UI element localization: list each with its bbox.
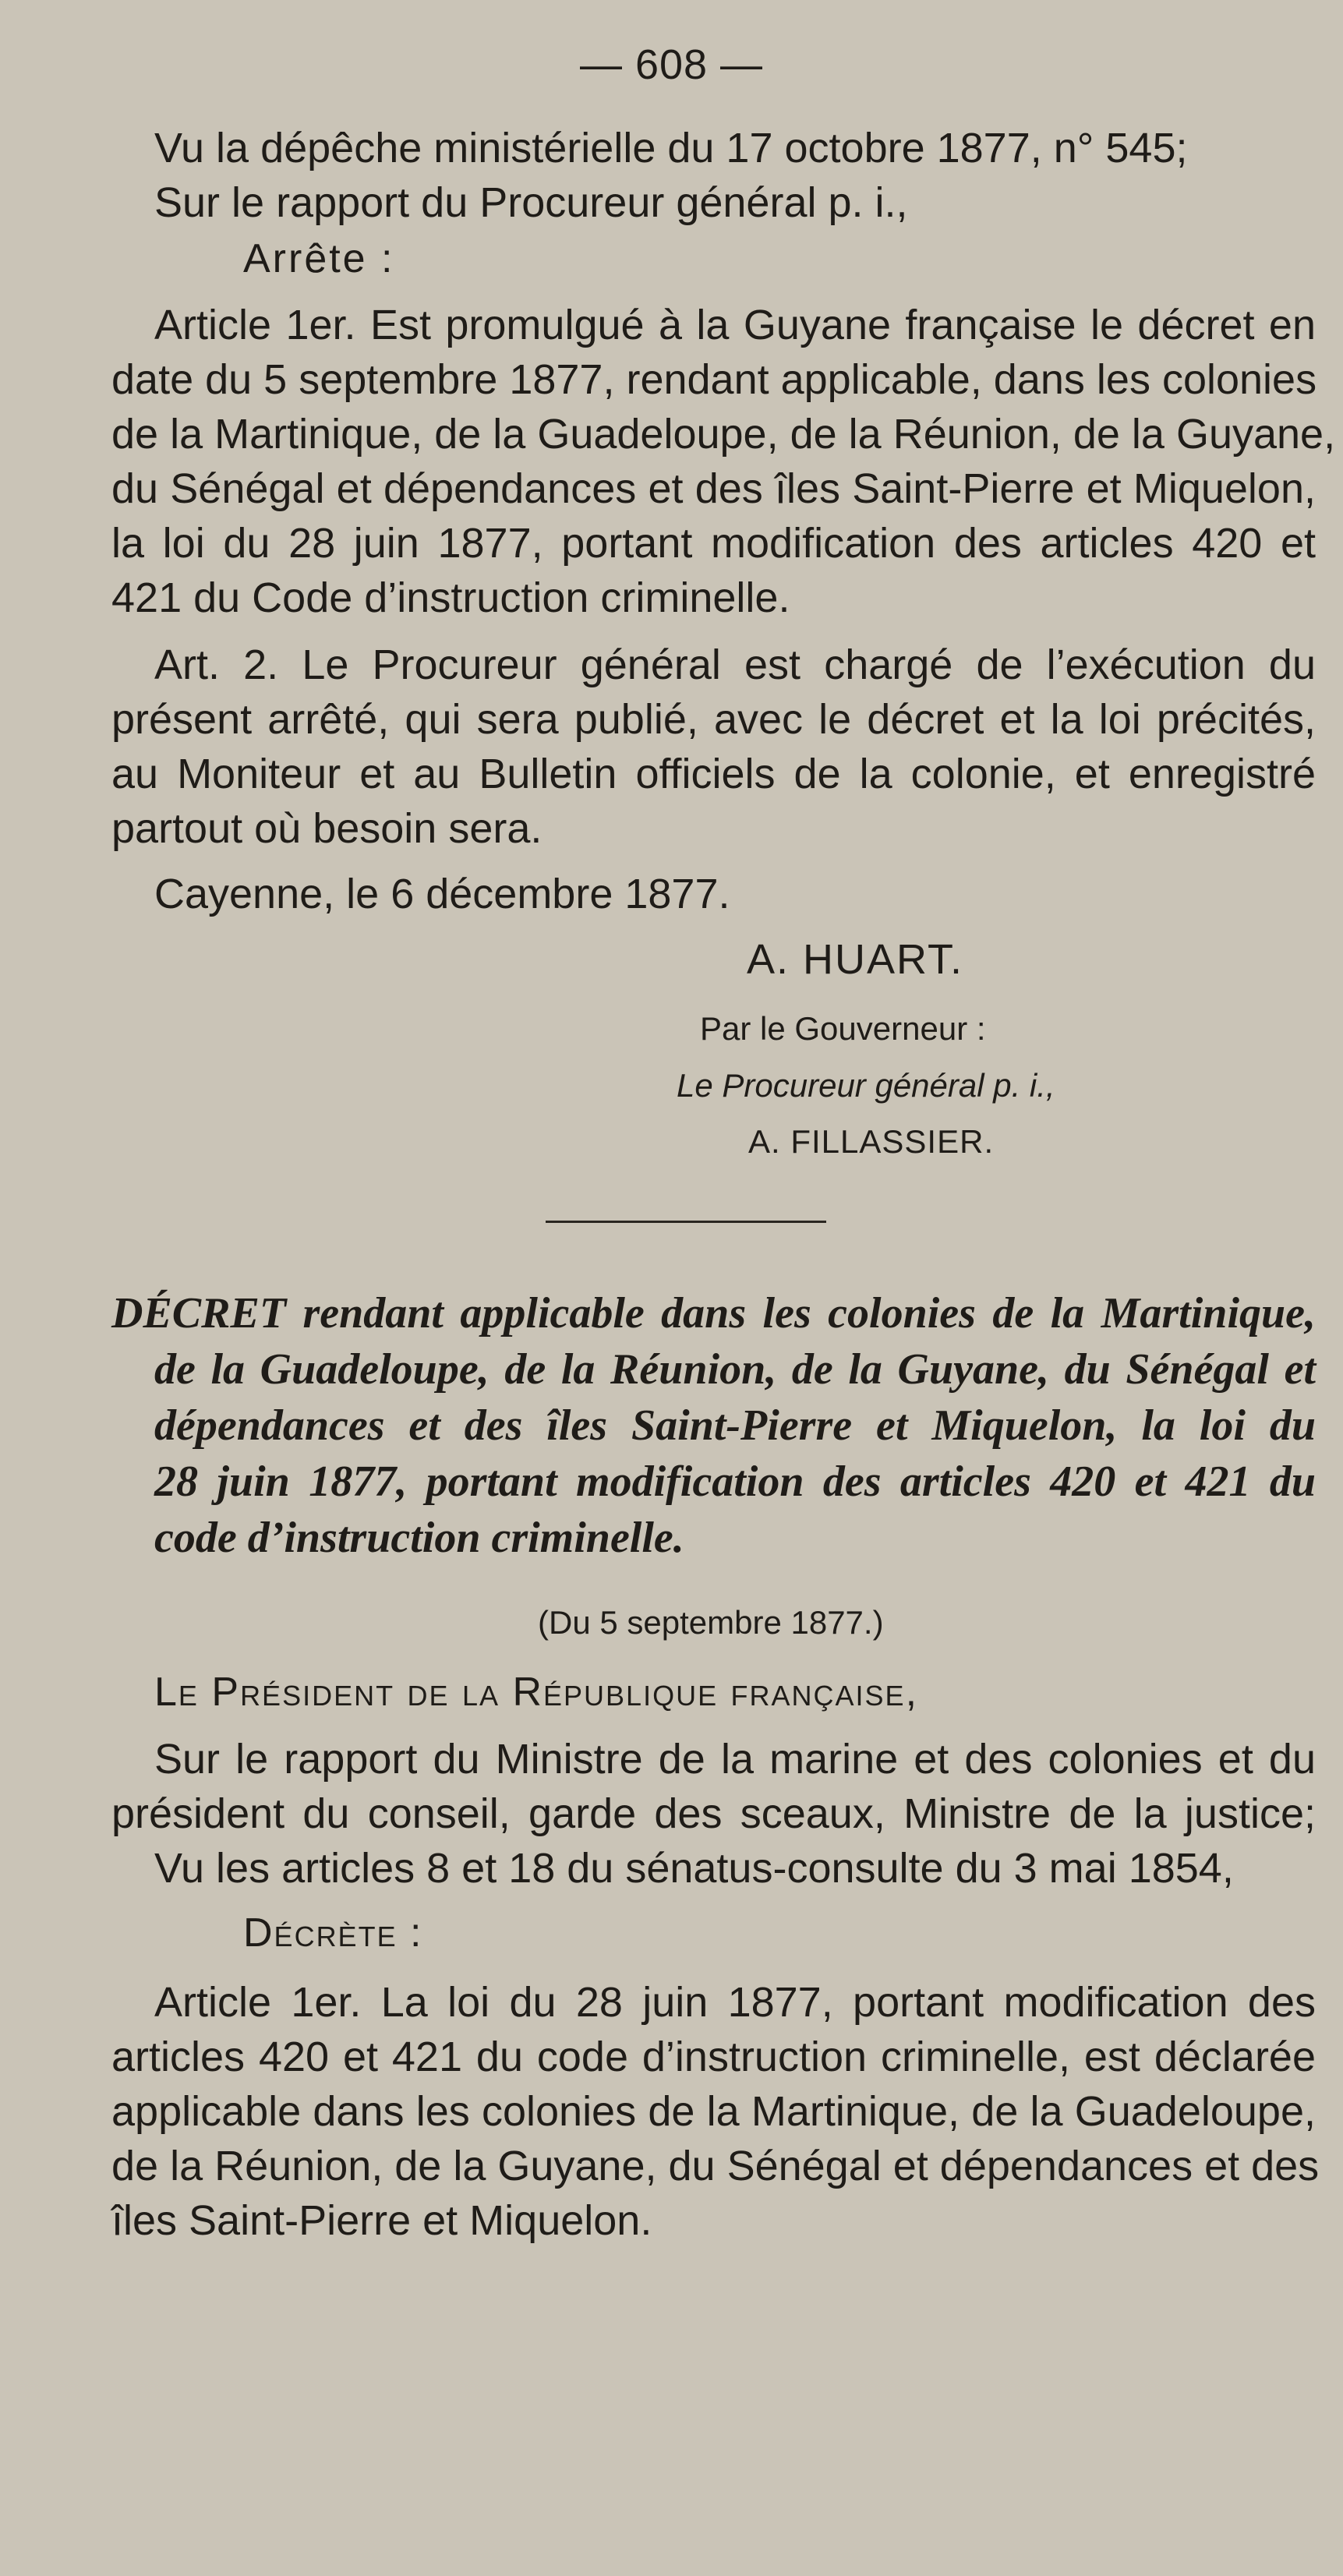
section-divider (546, 1221, 826, 1223)
date-place: Cayenne, le 6 décembre 1877. (154, 871, 730, 917)
article-1-line: la loi du 28 juin 1877, portant modification des articles 420 et (111, 520, 1316, 567)
article-1-line: 421 du Code d’instruction criminelle. (111, 574, 790, 621)
president-line: président du conseil, garde des sceaux, Ministre de la justice; (111, 1790, 1316, 1837)
decret-title-line: de la Guadeloupe, de la Réunion, de la Guyane, du Sénégal et (154, 1345, 1316, 1394)
arrete-heading: Arrête : (243, 236, 395, 281)
decret-article-1-line: articles 420 et 421 du code d’instruction criminelle, est déclarée (111, 2034, 1316, 2080)
president-heading: Le Président de la République française, (154, 1670, 919, 1715)
procureur-name: A. FILLASSIER. (748, 1123, 995, 1160)
decret-title-line: code d’instruction criminelle. (154, 1514, 684, 1562)
preamble-line-1: Vu la dépêche ministérielle du 17 octobre 1877, n° 545; (154, 125, 1188, 171)
article-1-line: Article 1er. Est promulgué à la Guyane française le décret en (154, 302, 1316, 348)
president-line: Vu les articles 8 et 18 du sénatus-consulte du 3 mai 1854, (154, 1845, 1234, 1892)
decret-article-1-line: de la Réunion, de la Guyane, du Sénégal et dépendances et des (111, 2143, 1320, 2189)
signatory: A. HUART. (747, 936, 964, 983)
article-1-line: date du 5 septembre 1877, rendant applicable, dans les colonies (111, 356, 1317, 403)
article-1-line: de la Martinique, de la Guadeloupe, de la Réunion, de la Guyane, (111, 411, 1336, 458)
decret-article-1-line: Article 1er. La loi du 28 juin 1877, portant modification des (154, 1979, 1316, 2026)
president-line: Sur le rapport du Ministre de la marine et des colonies et du (154, 1736, 1316, 1783)
decret-date: (Du 5 septembre 1877.) (538, 1604, 884, 1641)
preamble-line-2: Sur le rapport du Procureur général p. i., (154, 179, 908, 226)
decret-article-1-line: îles Saint-Pierre et Miquelon. (111, 2197, 652, 2244)
decret-article-1-line: applicable dans les colonies de la Martinique, de la Guadeloupe, (111, 2088, 1316, 2135)
decret-title-line: DÉCRET rendant applicable dans les colonies de la Martinique, (111, 1289, 1316, 1337)
decrete-heading: Décrète : (243, 1910, 423, 1956)
procureur-title: Le Procureur général p. i., (677, 1067, 1055, 1104)
article-2-line: Art. 2. Le Procureur général est chargé de l’exécution du (154, 641, 1316, 688)
decret-title-line: dépendances et des îles Saint-Pierre et Miquelon, la loi du (154, 1401, 1316, 1450)
decret-title-line: 28 juin 1877, portant modification des articles 420 et 421 du (154, 1458, 1316, 1506)
page-number: — 608 — (579, 41, 764, 88)
article-2-line: présent arrêté, qui sera publié, avec le décret et la loi précités, (111, 696, 1316, 743)
par-le-gouverneur: Par le Gouverneur : (700, 1010, 986, 1047)
article-2-line: partout où besoin sera. (111, 805, 543, 852)
article-2-line: au Moniteur et au Bulletin officiels de la colonie, et enregistré (111, 751, 1316, 797)
article-1-line: du Sénégal et dépendances et des îles Saint-Pierre et Miquelon, (111, 465, 1316, 512)
